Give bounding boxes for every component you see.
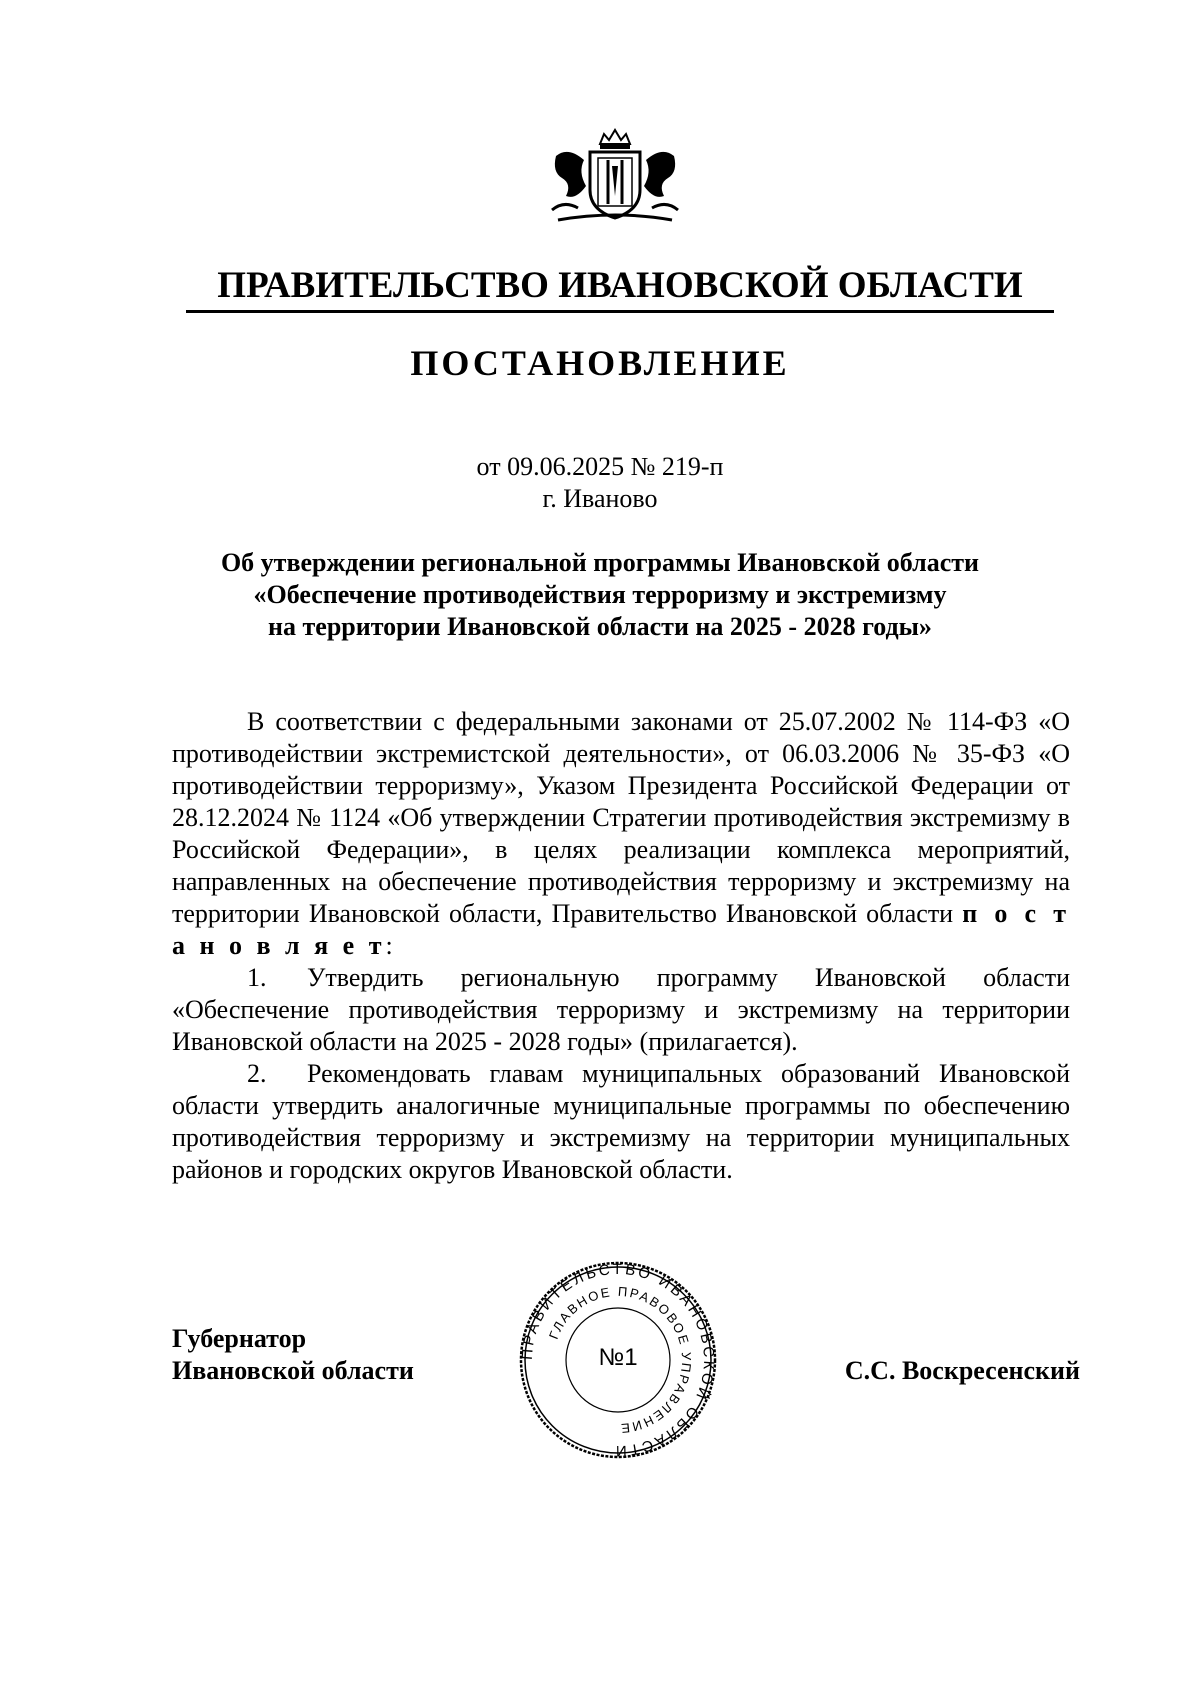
document-city: г. Иваново xyxy=(542,484,658,513)
government-title: ПРАВИТЕЛЬСТВО ИВАНОВСКОЙ ОБЛАСТИ xyxy=(186,263,1054,313)
subject-line: Об утверждении региональной программы Ивановской области xyxy=(220,548,980,577)
decree-item xyxy=(172,962,1070,1058)
signatory-position-line: Ивановской области xyxy=(172,1356,414,1385)
official-seal xyxy=(518,1260,718,1460)
decree-colon: : xyxy=(385,931,393,960)
document-date-number: от 09.06.2025 № 219-п xyxy=(476,452,724,481)
subject-line: на территории Ивановской области на 2025 - 2028 годы» xyxy=(268,612,932,641)
item-text: Утвердить региональную программу Ивановской области «Обеспечение противодействия терроризму и экстремизму на территории Ивановской области на 2025 - 2028 годы» (прилагается). xyxy=(172,963,1070,1056)
item-number: 1. xyxy=(247,963,267,992)
preamble-paragraph xyxy=(172,706,1070,962)
decree-word: п о с т а н о в л я е т xyxy=(172,899,1070,960)
seal-inner-text: ГЛАВНОЕ ПРАВОВОЕ УПРАВЛЕНИЕ xyxy=(545,1283,695,1437)
seal-outer-text: ПРАВИТЕЛЬСТВО ИВАНОВСКОЙ ОБЛАСТИ xyxy=(518,1260,718,1460)
item-text: Рекомендовать главам муниципальных образований Ивановской области утвердить аналогичные муниципальные программы по обеспечению противодействия терроризму и экстремизму на территории муниципальных районов и городских округов Ивановской области. xyxy=(172,1059,1070,1184)
document-body xyxy=(172,706,1070,1186)
signatory-position xyxy=(172,1323,414,1387)
subject-line: «Обеспечение противодействия терроризму и экстремизму xyxy=(253,580,947,609)
preamble-text: В соответствии с федеральными законами от 25.07.2002 № 114-ФЗ «О противодействии экстремистской деятельности», от 06.03.2006 № 35-ФЗ «О противодействии терроризму», Указом Президента Российской Федерации от 28.12.2024 № 1124 «Об утверждении Стратегии противодействия экстремизму в Российской Федерации», в целях реализации комплекса мероприятий, направленных на обеспечение противодействия терроризму и экстремизму на территории Ивановской области, Правительство Ивановской области xyxy=(172,707,1070,928)
decree-item xyxy=(172,1058,1070,1186)
signatory-name: С.С. Воскресенский xyxy=(844,1356,1080,1385)
item-number: 2. xyxy=(247,1059,267,1088)
document-subject xyxy=(0,547,1200,643)
seal-number: №1 xyxy=(598,1344,638,1371)
signatory-position-line: Губернатор xyxy=(172,1324,307,1353)
coat-of-arms-emblem xyxy=(548,126,682,226)
document-type-title: ПОСТАНОВЛЕНИЕ xyxy=(410,343,790,383)
